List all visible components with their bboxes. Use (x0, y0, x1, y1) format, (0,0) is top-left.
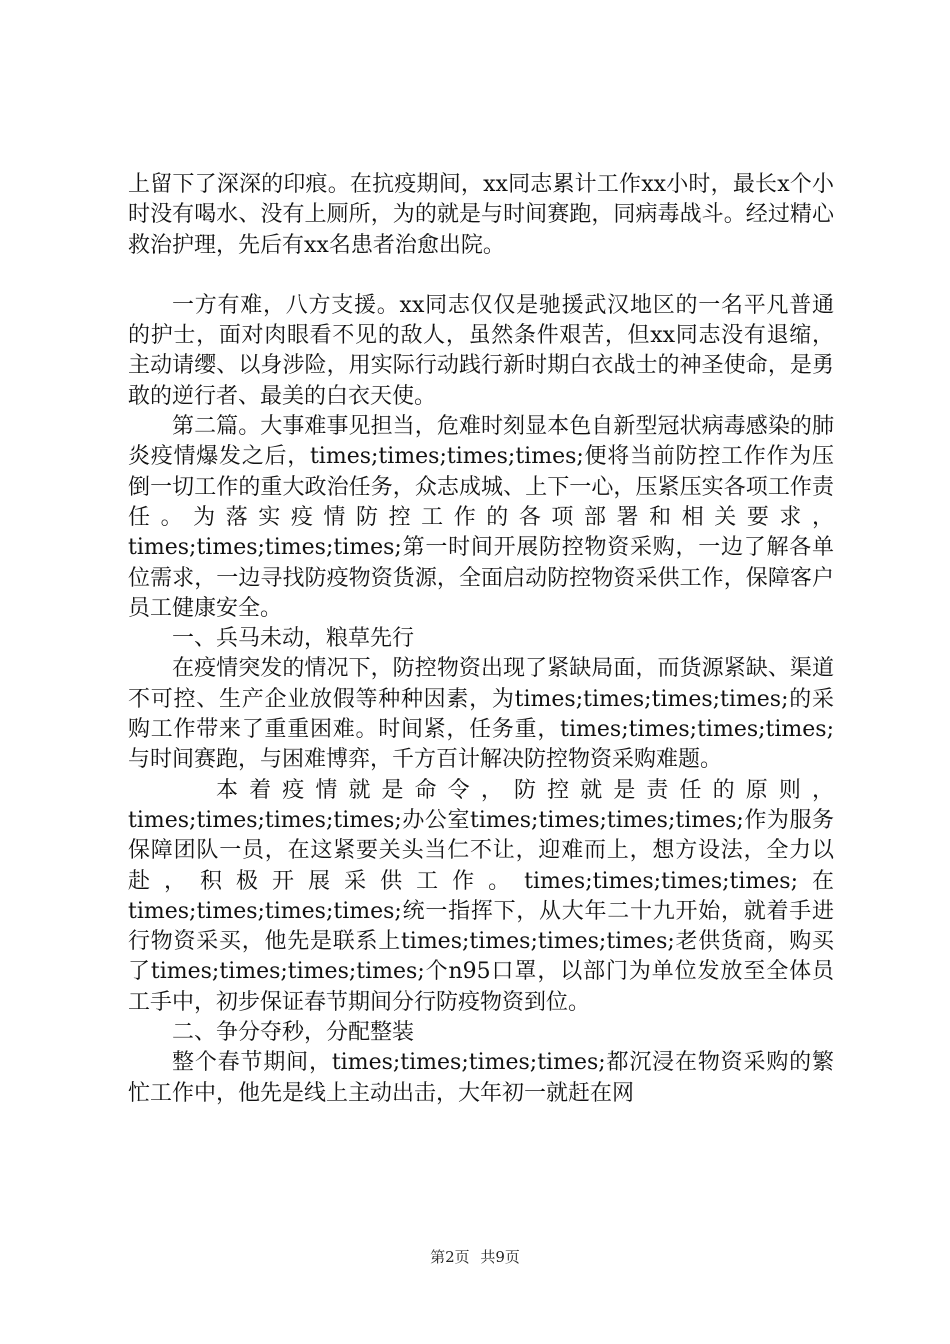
paragraph-gap (128, 261, 834, 291)
paragraph-supply-shortage: 在疫情突发的情况下，防控物资出现了紧缺局面，而货源紧缺、渠道不可控、生产企业放假等种种因素，为times;times;times;times;的采购工作带来了重重困难。时间紧，任务重，times;times;times;times;与时间赛跑，与困难博弈，千方百计解决防控物资采购难题。 (128, 656, 834, 773)
paragraph-support: 一方有难，八方支援。xx同志仅仅是驰援武汉地区的一名平凡普通的护士，面对肉眼看不见的敌人，虽然条件艰苦，但xx同志没有退缩，主动请缨、以身涉险，用实际行动践行新时期白衣战士的神圣使命，是勇敢的逆行者、最美的白衣天使。 (128, 292, 834, 409)
page-total: 共9页 (480, 1248, 520, 1266)
page-number: 第2页 (430, 1248, 470, 1266)
paragraph-spring-festival: 整个春节期间，times;times;times;times;都沉浸在物资采购的繁忙工作中，他先是线上主动出击，大年初一就赶在网 (128, 1050, 834, 1106)
paragraph-principle: 本着疫情就是命令，防控就是责任的原则，times;times;times;times;办公室times;times;times;times;作为服务保障团队一员，在这紧要关头当仁不让，迎难而上，想方设法，全力以赴，积极开展采供工作。times;times;times;times;在times;times;times;times;统一指挥下，从大年二十九开始，就着手进行物资采买，他先是联系上times;times;times;times;老供货商，购买了times;times;times;times;个n95口罩，以部门为单位发放至全体员工手中，初步保证春节期间分行防疫物资到位。 (128, 777, 834, 1015)
section-heading-2: 二、争分夺秒，分配整装 (172, 1020, 415, 1046)
page-footer (0, 1246, 950, 1267)
paragraph-continuation: 上留下了深深的印痕。在抗疫期间，xx同志累计工作xx小时，最长x个小时没有喝水、没有上厕所，为的就是与时间赛跑，同病毒战斗。经过精心救治护理，先后有xx名患者治愈出院。 (128, 172, 834, 258)
section-heading-1: 一、兵马未动，粮草先行 (172, 626, 415, 652)
document-body (128, 170, 834, 1109)
paragraph-second-article: 第二篇。大事难事见担当，危难时刻显本色自新型冠状病毒感染的肺炎疫情爆发之后，times;times;times;times;便将当前防控工作作为压倒一切工作的重大政治任务，众志成城、上下一心，压紧压实各项工作责任。为落实疫情防控工作的各项部署和相关要求，times;times;times;times;第一时间开展防控物资采购，一边了解各单位需求，一边寻找防疫物资货源，全面启动防控物资采供工作，保障客户员工健康安全。 (128, 414, 834, 621)
